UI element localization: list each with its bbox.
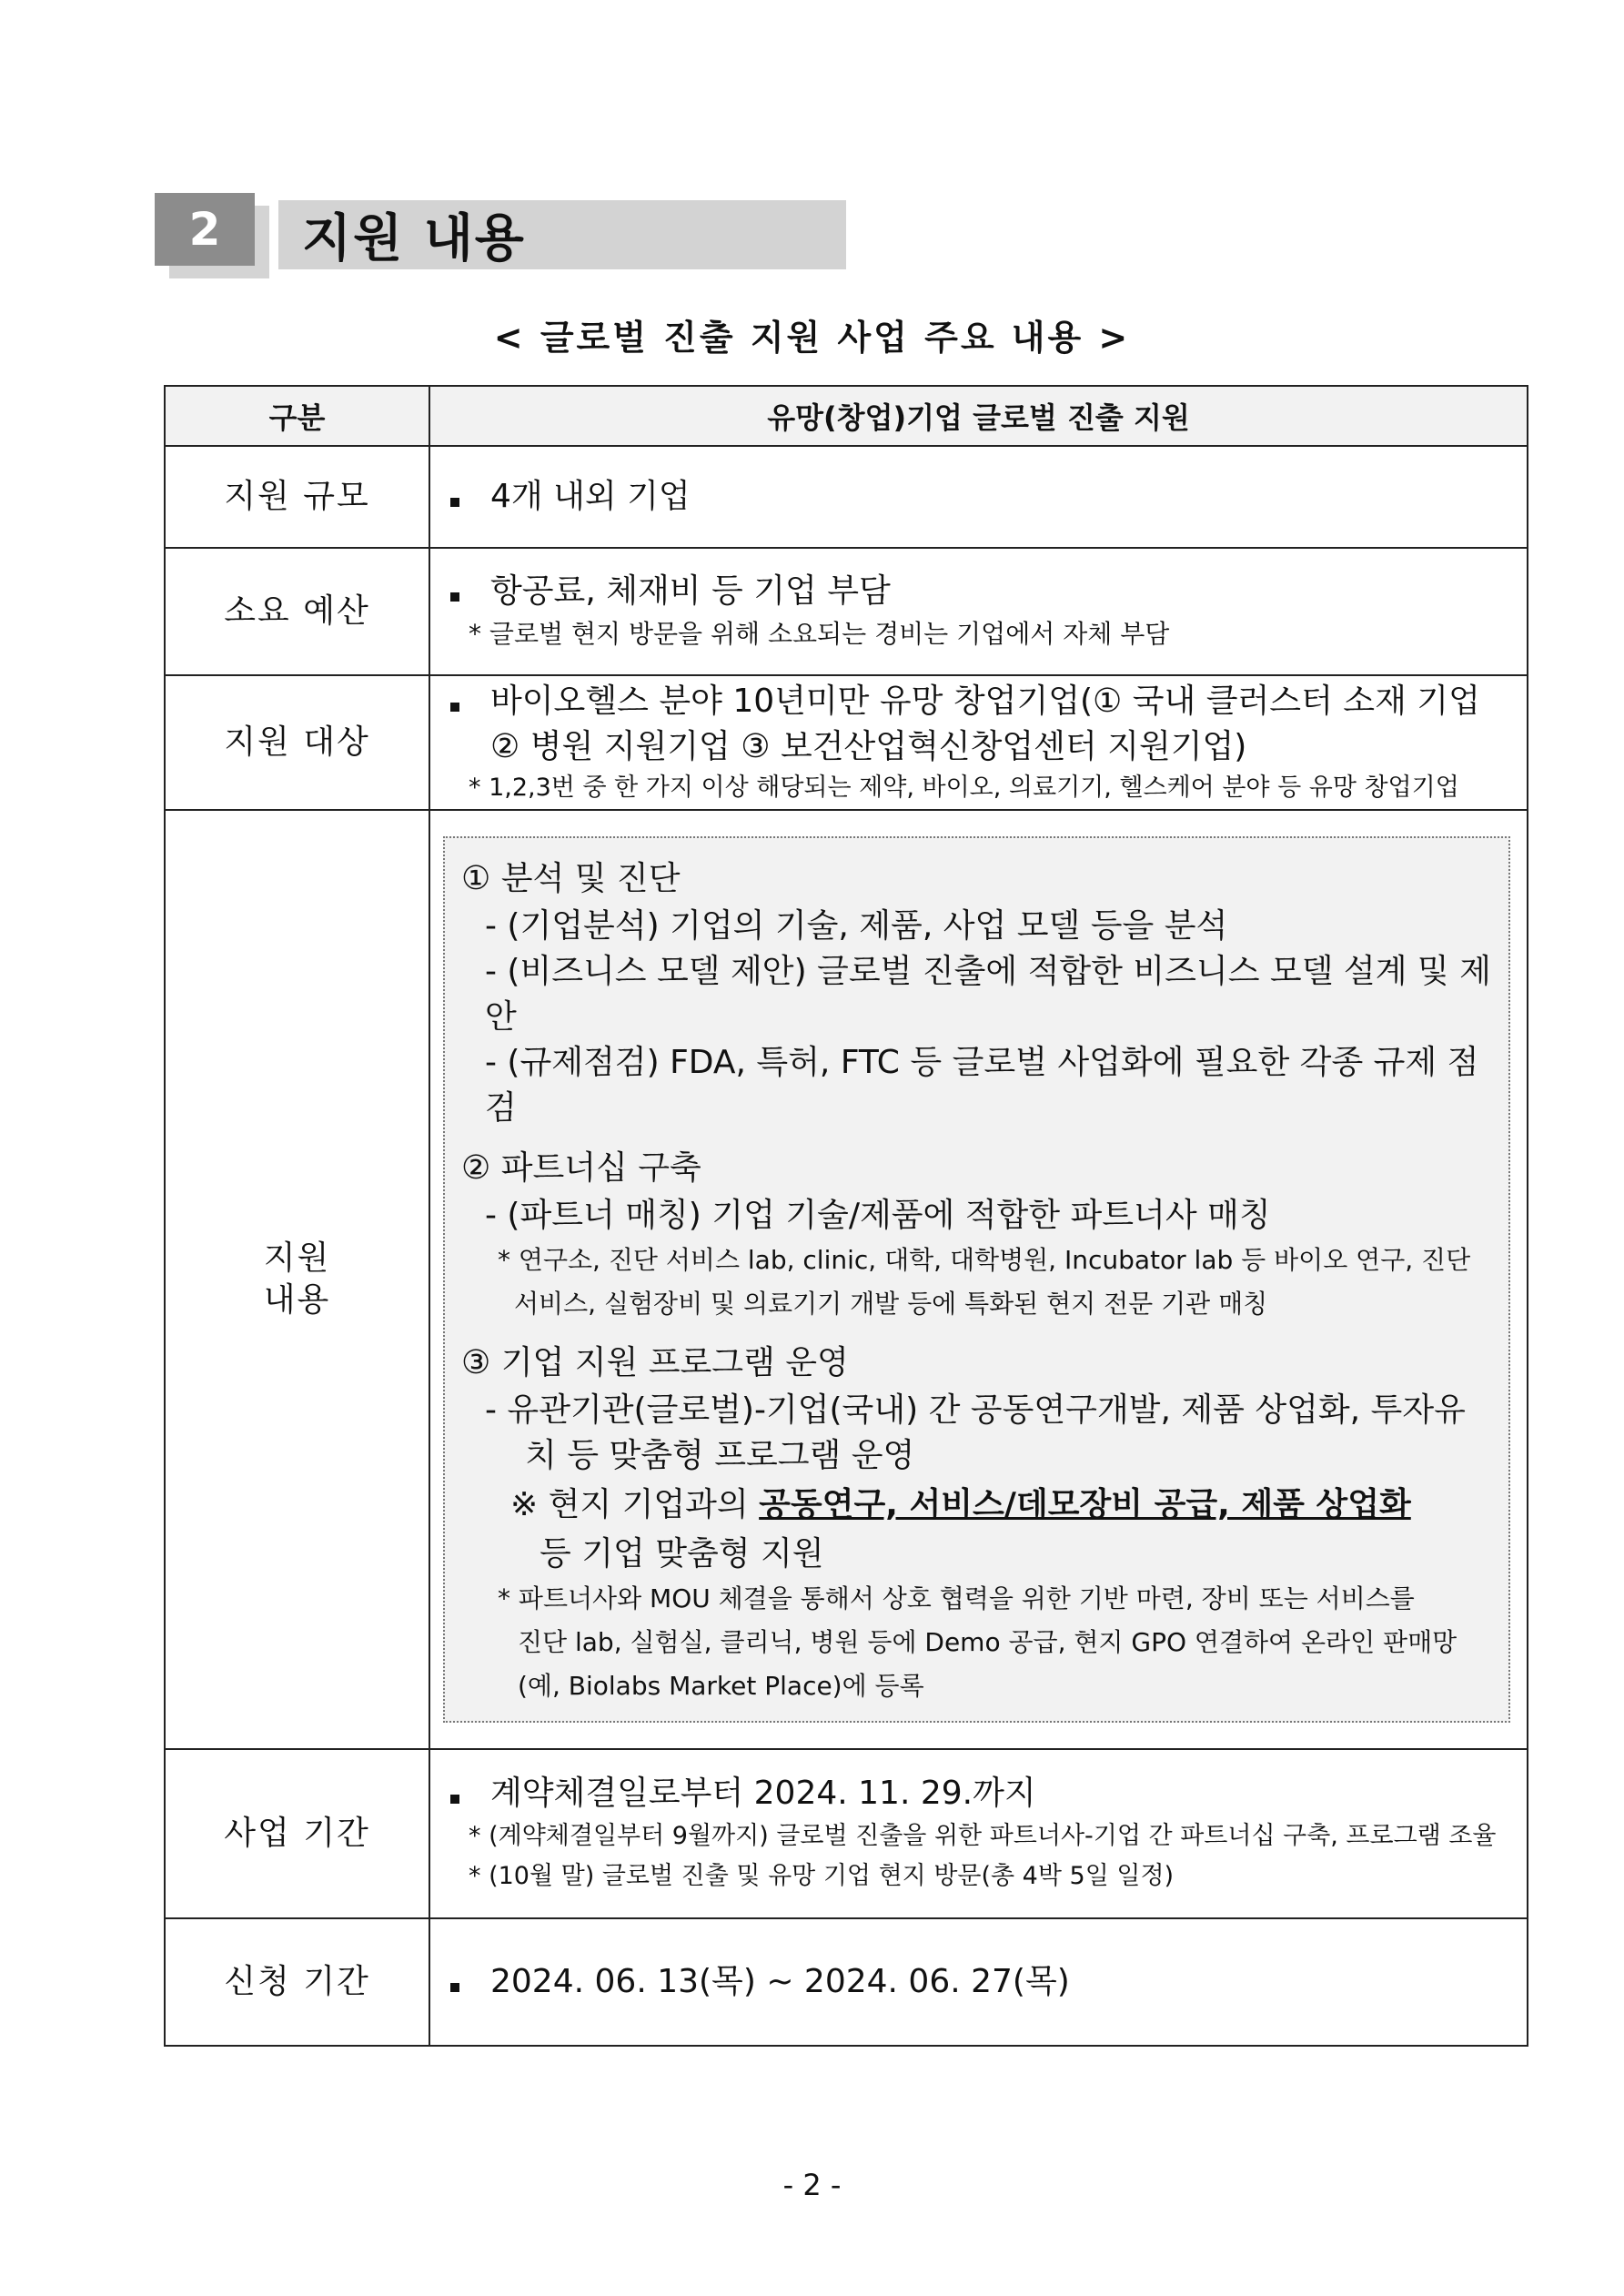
row-target <box>165 675 1528 810</box>
s2-note-line1: * 연구소, 진단 서비스 lab, clinic, 대학, 대학병원, Incubator lab 등 바이오 연구, 진단 <box>498 1245 1471 1275</box>
label-scale: 지원 규모 <box>165 446 429 548</box>
content-target <box>429 675 1528 810</box>
label-content-line2: 내용 <box>263 1281 331 1319</box>
s3-note-line3: (예, Biolabs Market Place)에 등록 <box>518 1671 924 1701</box>
table-header-row <box>165 386 1528 446</box>
target-bullet-line1: 바이오헬스 분야 10년미만 유망 창업기업(① 국내 클러스터 소재 기업 <box>490 683 1480 720</box>
period-bullet: 계약체결일로부터 2024. 11. 29.까지 <box>490 1775 1036 1812</box>
s3-ref-prefix: ※ 현지 기업과의 <box>510 1486 760 1523</box>
content-apply <box>429 1918 1528 2046</box>
s1-item-2: - (비즈니스 모델 제안) 글로벌 진출에 적합한 비즈니스 모델 설계 및 제안 <box>485 953 1491 1036</box>
content-budget <box>429 548 1528 675</box>
s1-item-3: - (규제점검) FDA, 특허, FTC 등 글로벌 사업화에 필요한 각종 규제 점검 <box>485 1044 1479 1127</box>
row-content <box>165 810 1528 1749</box>
s3-reference-line2: 등 기업 맞춤형 지원 <box>540 1535 824 1573</box>
section-header <box>155 193 846 278</box>
row-apply <box>165 1918 1528 2046</box>
s3-heading: ③ 기업 지원 프로그램 운영 <box>461 1344 849 1381</box>
row-period <box>165 1749 1528 1918</box>
content-scale <box>429 446 1528 548</box>
period-note-1: * (계약체결일부터 9월까지) 글로벌 진출을 위한 파트너사-기업 간 파트너십 구축, 프로그램 조율 <box>469 1822 1497 1850</box>
bullet-square-icon <box>450 498 459 507</box>
content-period <box>429 1749 1528 1918</box>
label-apply: 신청 기간 <box>165 1918 429 2046</box>
label-period: 사업 기간 <box>165 1749 429 1918</box>
s3-note-line1: * 파트너사와 MOU 체결을 통해서 상호 협력을 위한 기반 마련, 장비 또는 서비스를 <box>498 1583 1415 1613</box>
s1-item-1: - (기업분석) 기업의 기술, 제품, 사업 모델 등을 분석 <box>485 907 1228 945</box>
s3-reference <box>461 1479 1492 1532</box>
bullet-square-icon <box>450 1983 459 1992</box>
page-number: - 2 - <box>782 2168 842 2202</box>
label-budget: 소요 예산 <box>165 548 429 675</box>
bullet-square-icon <box>450 703 459 712</box>
section-title: 지원 내용 <box>278 200 846 269</box>
support-table <box>164 385 1528 2047</box>
s1-heading: ① 분석 및 진단 <box>461 860 681 897</box>
s3-item-line1: - 유관기관(글로벌)-기업(국내) 간 공동연구개발, 제품 상업화, 투자유 <box>485 1391 1466 1429</box>
bullet-square-icon <box>450 1795 459 1804</box>
apply-bullet: 2024. 06. 13(목) ~ 2024. 06. 27(목) <box>490 1963 1070 2000</box>
s2-item: - (파트너 매칭) 기업 기술/제품에 적합한 파트너사 매칭 <box>485 1197 1271 1234</box>
target-bullet-line2: ② 병원 지원기업 ③ 보건산업혁신창업센터 지원기업) <box>490 728 1247 765</box>
s3-note-line2: 진단 lab, 실험실, 클리닉, 병원 등에 Demo 공급, 현지 GPO 연결하여 온라인 판매망 <box>518 1627 1458 1657</box>
target-note: * 1,2,3번 중 한 가지 이상 해당되는 제약, 바이오, 의료기기, 헬스케어 분야 등 유망 창업기업 <box>469 774 1459 802</box>
label-content-line1: 지원 <box>263 1239 331 1277</box>
period-note-2: * (10월 말) 글로벌 진출 및 유망 기업 현지 방문(총 4박 5일 일정) <box>469 1862 1175 1890</box>
scale-bullet: 4개 내외 기업 <box>490 478 691 515</box>
s3-item-line2: 치 등 맞춤형 프로그램 운영 <box>525 1437 915 1474</box>
bullet-square-icon <box>450 592 459 602</box>
s2-note-line2: 서비스, 실험장비 및 의료기기 개발 등에 특화된 현지 전문 기관 매칭 <box>514 1289 1268 1319</box>
detail-box <box>443 836 1510 1723</box>
s3-ref-emphasis: 공동연구, 서비스/데모장비 공급, 제품 상업화 <box>759 1486 1411 1523</box>
row-budget <box>165 548 1528 675</box>
header-category: 구분 <box>165 386 429 446</box>
table-caption: < 글로벌 진출 지원 사업 주요 내용 > <box>493 318 1131 358</box>
section-number: 2 <box>155 193 255 266</box>
budget-note: * 글로벌 현지 방문을 위해 소요되는 경비는 기업에서 자체 부담 <box>469 619 1170 649</box>
budget-bullet: 항공료, 체재비 등 기업 부담 <box>490 572 891 610</box>
s2-heading: ② 파트너십 구축 <box>461 1149 701 1187</box>
label-content <box>165 810 429 1749</box>
header-program: 유망(창업)기업 글로벌 진출 지원 <box>429 386 1528 446</box>
label-target: 지원 대상 <box>165 675 429 810</box>
row-scale <box>165 446 1528 548</box>
content-detail <box>429 810 1528 1749</box>
